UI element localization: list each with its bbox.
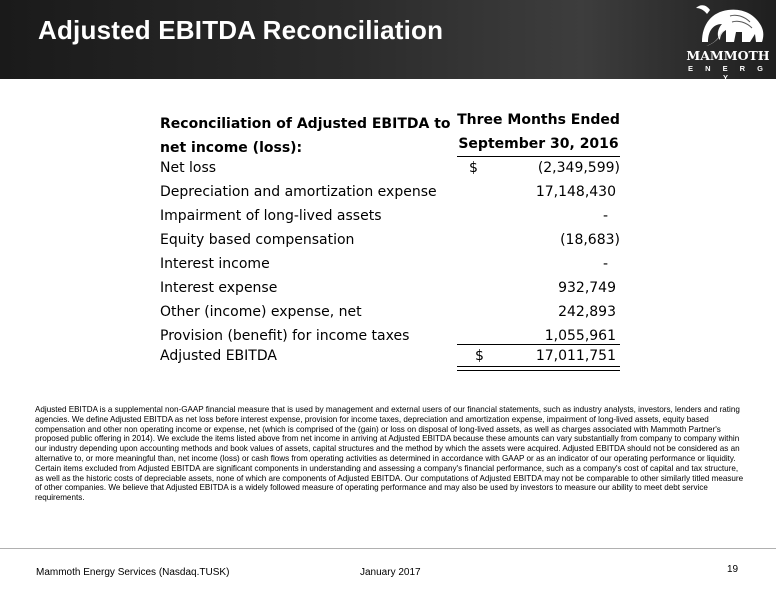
page-number: 19 (727, 564, 739, 575)
row-label: Equity based compensation (160, 232, 355, 248)
mammoth-icon (680, 0, 776, 50)
slide-header (0, 0, 776, 82)
row-currency: $ (469, 160, 478, 176)
row-label: Interest expense (160, 280, 278, 296)
row-value: 17,011,751 (535, 348, 616, 364)
row-value: (18,683) (560, 232, 620, 248)
column-header (457, 108, 620, 156)
table-row-other-expense (160, 300, 620, 324)
mammoth-logo (680, 0, 776, 82)
footnote-text: Adjusted EBITDA is a supplemental non-GAAP financial measure that is used by management and external users of our financial statements, such as industry analysts, investors, lenders and rating agencies. We define Adjusted EBITDA as net loss before interest expense, provision for income taxes, depreciation and amortization expense, impairment of long-lived assets, equity based compensation and other non operating income or expense, net (which is comprised of the (gain) or loss on disposal of long-lived assets, as well as charges associated with Mammoth Partner's proposed public offering in 2014). We exclude the items listed above from net income in arriving at Adjusted EBITDA because these amounts can vary substantially from company to company within our industry depending upon accounting methods and book values of assets, capital structures and the method by which the assets were acquired. Adjusted EBITDA should not be considered as an alternative to, or more meaningful than, net income (loss) or cash flows from operating activities as determined in accordance with GAAP or as an indicator of our operating performance or liquidity. Certain items excluded from Adjusted EBITDA are significant components in understanding and assessing a company's financial performance, such as a company's cost of capital and tax structure, as well as the historic costs of depreciable assets, none of which are components of Adjusted EBITDA. Our computations of Adjusted EBITDA may not be comparable to other similarly titled measure of other companies. We believe that Adjusted EBITDA is a widely followed measure of operating performance and may also be used by investors to measure our ability to meet debt service requirements. (35, 405, 744, 503)
row-currency: $ (475, 348, 484, 364)
column-header-line-1: Three Months Ended (457, 112, 620, 128)
row-label: Interest income (160, 256, 270, 272)
row-label: Adjusted EBITDA (160, 348, 277, 364)
row-value: 17,148,430 (535, 184, 616, 200)
row-label: Depreciation and amortization expense (160, 184, 437, 200)
logo-wordmark: MAMMOTH (686, 48, 770, 63)
logo-subtitle: E N E R G Y (687, 64, 768, 82)
row-label: Impairment of long-lived assets (160, 208, 382, 224)
table-row-interest-expense (160, 276, 620, 300)
row-label: Other (income) expense, net (160, 304, 362, 320)
row-value: - (602, 208, 608, 224)
table-row-adjusted-ebitda (160, 344, 620, 368)
table-row-equity-compensation (160, 228, 620, 252)
row-value: 932,749 (558, 280, 616, 296)
row-label: Net loss (160, 160, 217, 176)
footer-company: Mammoth Energy Services (Nasdaq.TUSK) (36, 567, 230, 578)
row-value: (2,349,599) (537, 160, 620, 176)
total-double-rule (457, 366, 620, 371)
column-header-line-2: September 30, 2016 (458, 136, 619, 152)
row-label: Provision (benefit) for income taxes (160, 328, 410, 344)
row-value: - (602, 256, 608, 272)
table-header-label: Reconciliation of Adjusted EBITDA to net income (loss): (160, 116, 451, 156)
table-row-interest-income (160, 252, 620, 276)
table-row-depreciation (160, 180, 620, 204)
slide-title: Adjusted EBITDA Reconciliation (38, 15, 444, 45)
footer-divider (0, 548, 776, 549)
row-value: 1,055,961 (544, 328, 616, 344)
table-row-net-loss (160, 156, 620, 180)
footer-date: January 2017 (360, 567, 421, 578)
row-value: 242,893 (558, 304, 616, 320)
table-row-impairment (160, 204, 620, 228)
